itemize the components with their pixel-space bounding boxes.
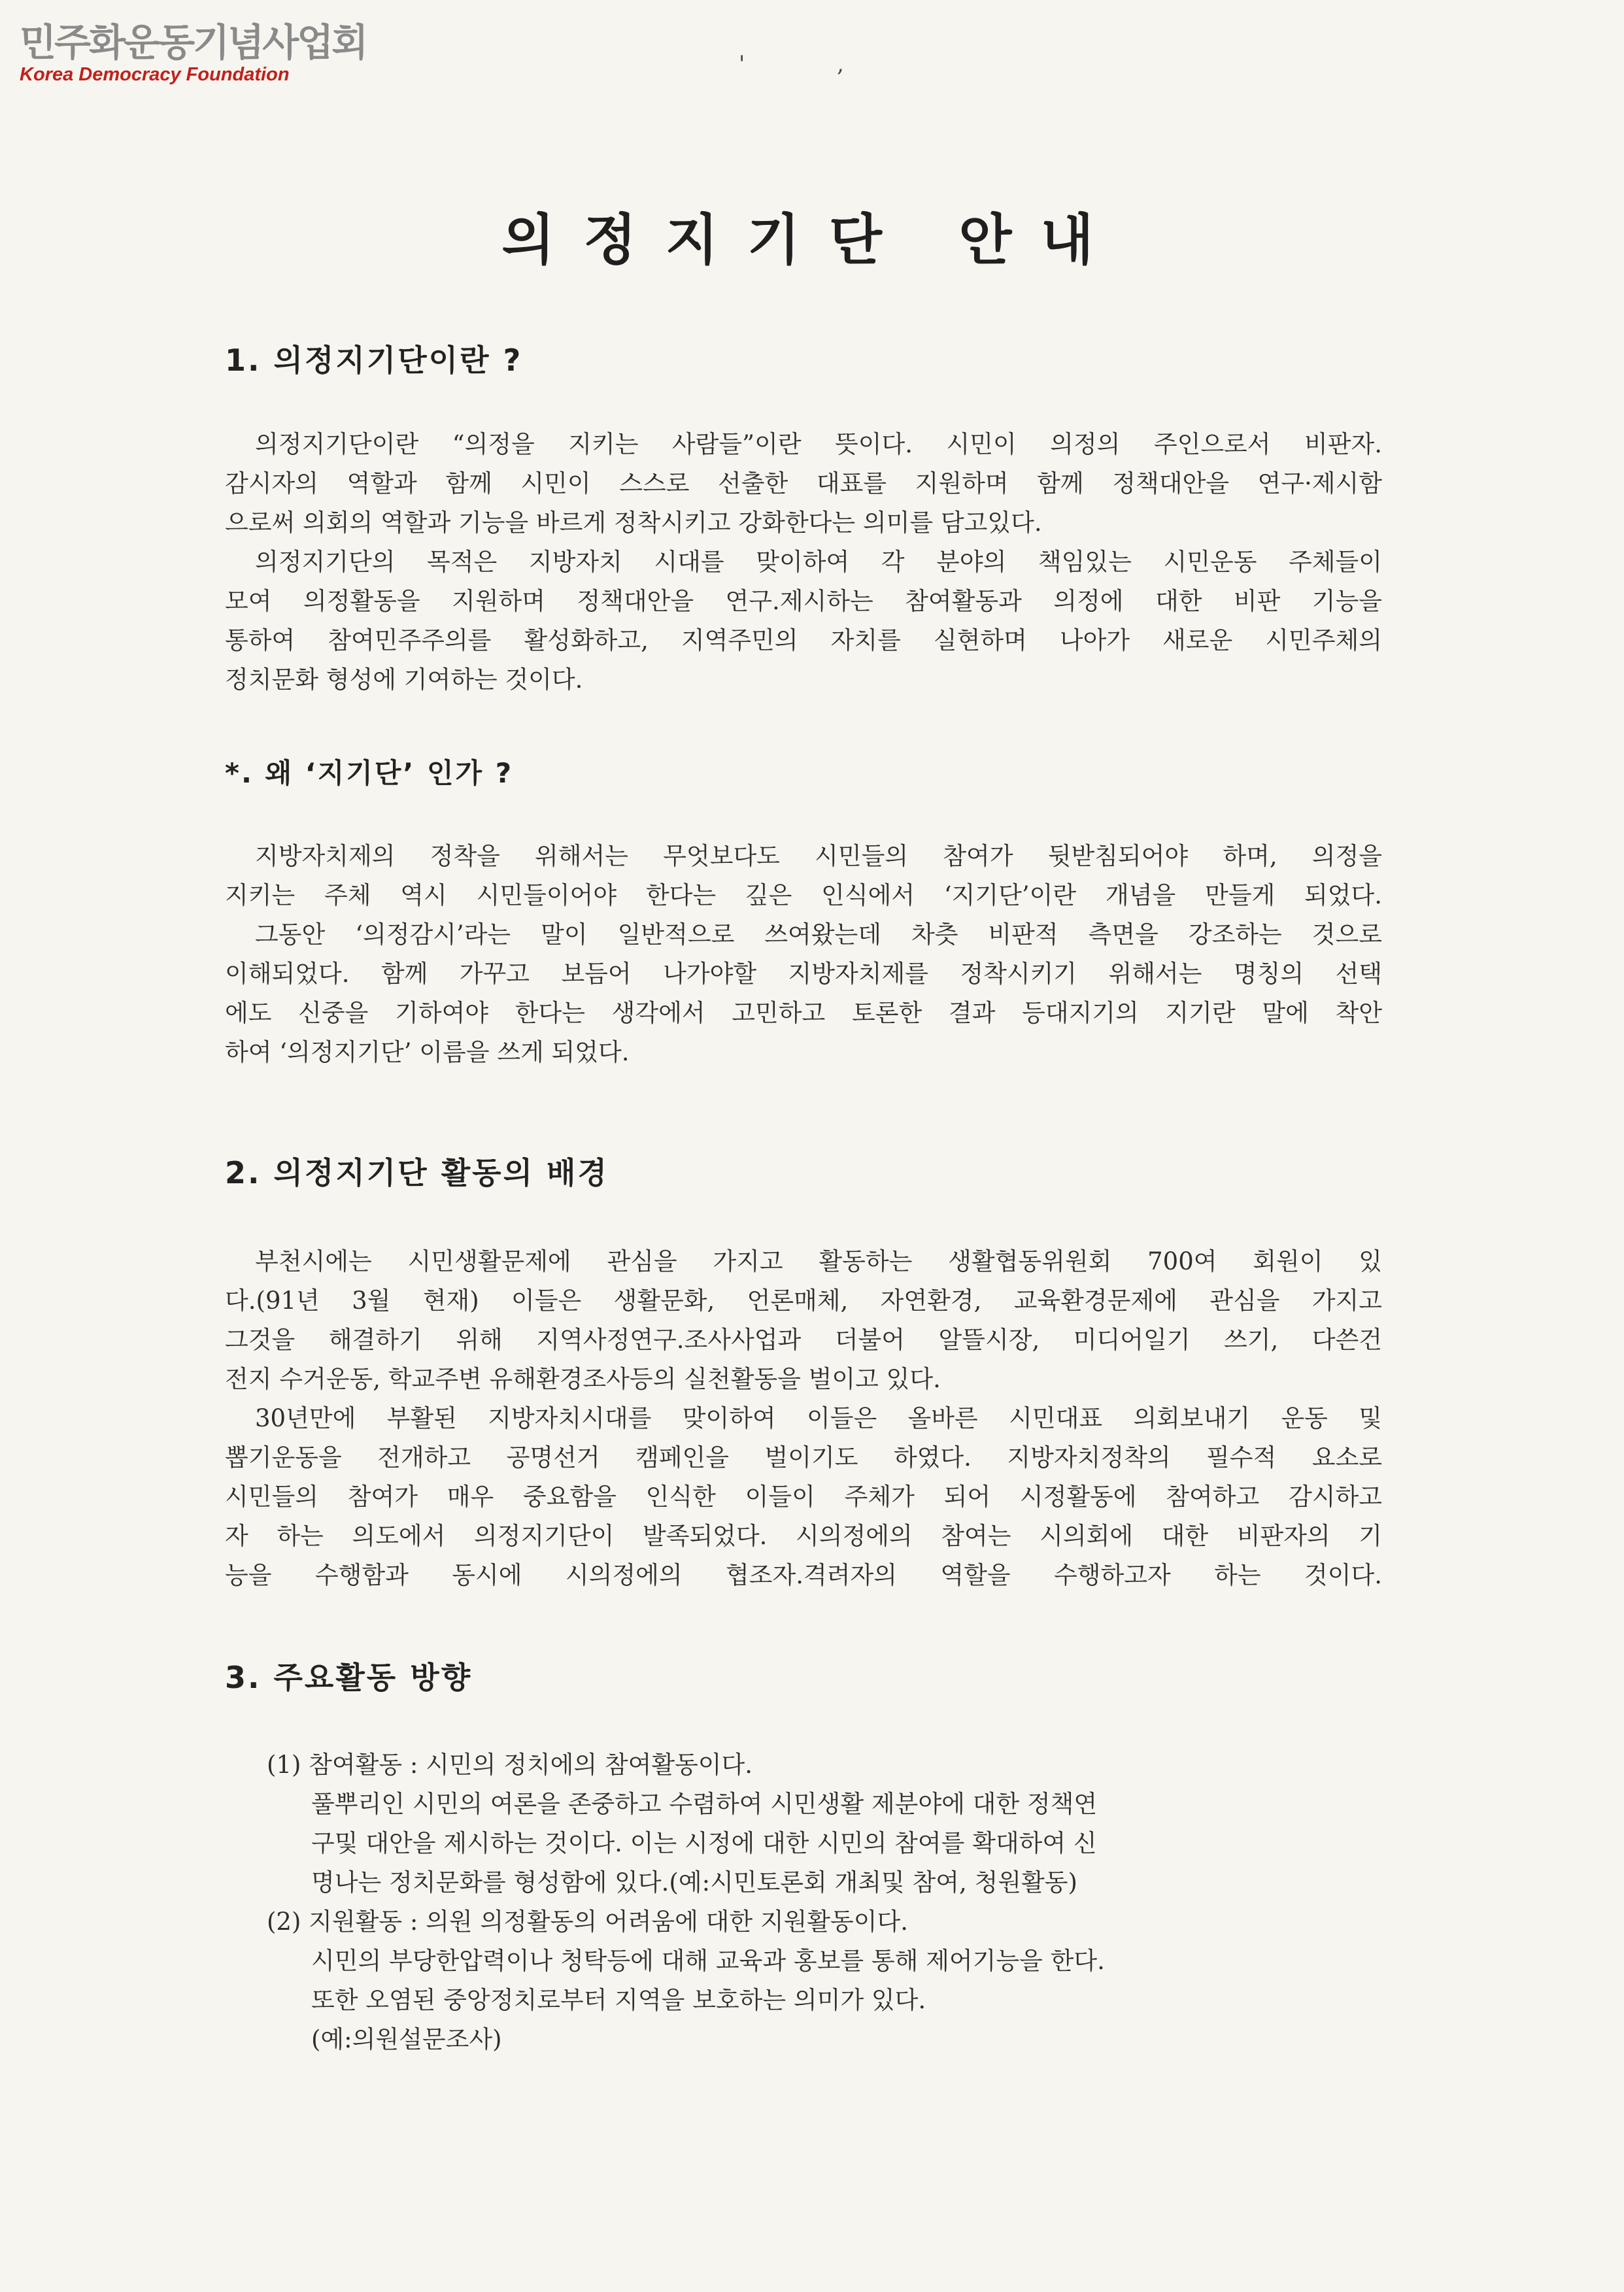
list-item-line: 시민의 부당한압력이나 청탁등에 대해 교육과 홍보를 통해 제어기능을 한다. — [311, 1947, 1105, 1975]
list-item-line: (예:의원설문조사) — [311, 2025, 502, 2053]
section-3-heading: 3. 주요활동 방향 — [225, 1660, 473, 1695]
paragraph-line: 다.(91년 3월 현재) 이들은 생활문화, 언론매체, 자연환경, 교육환경문제에 관심을 가지고 — [225, 1287, 1382, 1315]
section-1b-heading: *. 왜 ‘지기단’ 인가 ? — [225, 757, 514, 789]
paragraph-line: 시민들의 참여가 매우 중요함을 인식한 이들이 주체가 되어 시정활동에 참여하고 감시하고 — [225, 1483, 1382, 1511]
paragraph-line: 모여 의정활동을 지원하며 정책대안을 연구.제시하는 참여활동과 의정에 대한 비판 기능을 — [225, 587, 1382, 615]
stray-mark: , — [837, 51, 844, 77]
list-item-line: 명나는 정치문화를 형성함에 있다.(예:시민토론회 개최및 참여, 청원활동) — [311, 1868, 1077, 1896]
logo-english-text: Korea Democracy Foundation — [20, 64, 290, 85]
paragraph-line: 에도 신중을 기하여야 한다는 생각에서 고민하고 토론한 결과 등대지기의 지기란 말에 착안 — [225, 999, 1382, 1027]
list-item-heading: (2) 지원활동 : 의원 의정활동의 어려움에 대한 지원활동이다. — [267, 1908, 909, 1936]
paragraph-line: 지방자치제의 정착을 위해서는 무엇보다도 시민들의 참여가 뒷받침되어야 하며, 의정을 — [255, 842, 1382, 870]
paragraph-line: 이해되었다. 함께 가꾸고 보듬어 나가야할 지방자치제를 정착시키기 위해서는 명칭의 선택 — [225, 960, 1382, 988]
paragraph-line: 그동안 ‘의정감시’라는 말이 일반적으로 쓰여왔는데 차츳 비판적 측면을 강조하는 것으로 — [255, 920, 1382, 949]
paragraph-line: 자 하는 의도에서 의정지기단이 발족되었다. 시의정에의 참여는 시의회에 대한 비판자의 기 — [225, 1522, 1382, 1550]
paragraph-line: 전지 수거운동, 학교주변 유해환경조사등의 실천활동을 벌이고 있다. — [225, 1365, 941, 1393]
paragraph-line: 30년만에 부활된 지방자치시대를 맞이하여 이들은 올바른 시민대표 의회보내기 운동 및 — [255, 1404, 1382, 1432]
stray-mark: ' — [739, 51, 745, 77]
section-3-list — [267, 1745, 1267, 2059]
paragraph-line: 의정지기단의 목적은 지방자치 시대를 맞이하여 각 분야의 책임있는 시민운동 주체들이 — [255, 548, 1382, 576]
paragraph-line: 그것을 해결하기 위해 지역사정연구.조사사업과 더불어 알뜰시장, 미디어일기 쓰기, 다쓴건 — [225, 1326, 1382, 1354]
list-item-heading: (1) 참여활동 : 시민의 정치에의 참여활동이다. — [267, 1751, 753, 1779]
section-1-heading: 1. 의정지기단이란 ? — [225, 343, 523, 378]
section-1b-body — [225, 837, 1382, 1072]
list-item-line: 풀뿌리인 시민의 여론을 존중하고 수렴하여 시민생활 제분야에 대한 정책연 — [311, 1790, 1098, 1818]
section-1-body — [225, 425, 1382, 699]
stray-marks — [739, 51, 929, 77]
page-title: 의정지기단 안내 — [501, 208, 1123, 272]
list-item-line: 구및 대안을 제시하는 것이다. 이는 시정에 대한 시민의 참여를 확대하여 신 — [311, 1829, 1097, 1857]
section-2-body — [225, 1242, 1382, 1595]
foundation-logo — [20, 20, 367, 85]
paragraph-line: 정치문화 형성에 기여하는 것이다. — [225, 666, 583, 694]
paragraph-line: 으로써 의회의 역할과 기능을 바르게 정착시키고 강화한다는 의미를 담고있다. — [225, 509, 1042, 537]
logo-korean-text: 민주화운동기념사업회 — [20, 20, 367, 65]
paragraph-line: 감시자의 역할과 함께 시민이 스스로 선출한 대표를 지원하며 함께 정책대안을 연구·제시함 — [225, 469, 1382, 497]
paragraph-line: 의정지기단이란 “의정을 지키는 사람들”이란 뜻이다. 시민이 의정의 주인으로서 비판자. — [255, 430, 1382, 458]
paragraph-line: 통하여 참여민주주의를 활성화하고, 지역주민의 자치를 실현하며 나아가 새로운 시민주체의 — [225, 626, 1382, 654]
paragraph-line: 능을 수행함과 동시에 시의정에의 협조자.격려자의 역할을 수행하고자 하는 것이다. — [225, 1561, 1382, 1589]
paragraph-line: 지키는 주체 역시 시민들이어야 한다는 깊은 인식에서 ‘지기단’이란 개념을 만들게 되었다. — [225, 881, 1382, 909]
section-2-heading: 2. 의정지기단 활동의 배경 — [225, 1155, 609, 1190]
paragraph-line: 하여 ‘의정지기단’ 이름을 쓰게 되었다. — [225, 1038, 630, 1066]
list-item-line: 또한 오염된 중앙정치로부터 지역을 보호하는 의미가 있다. — [311, 1986, 926, 2014]
paragraph-line: 부천시에는 시민생활문제에 관심을 가지고 활동하는 생활협동위원회 700여 회원이 있 — [255, 1247, 1382, 1275]
paragraph-line: 뽑기운동을 전개하고 공명선거 캠페인을 벌이기도 하였다. 지방자치정착의 필수적 요소로 — [225, 1443, 1382, 1472]
